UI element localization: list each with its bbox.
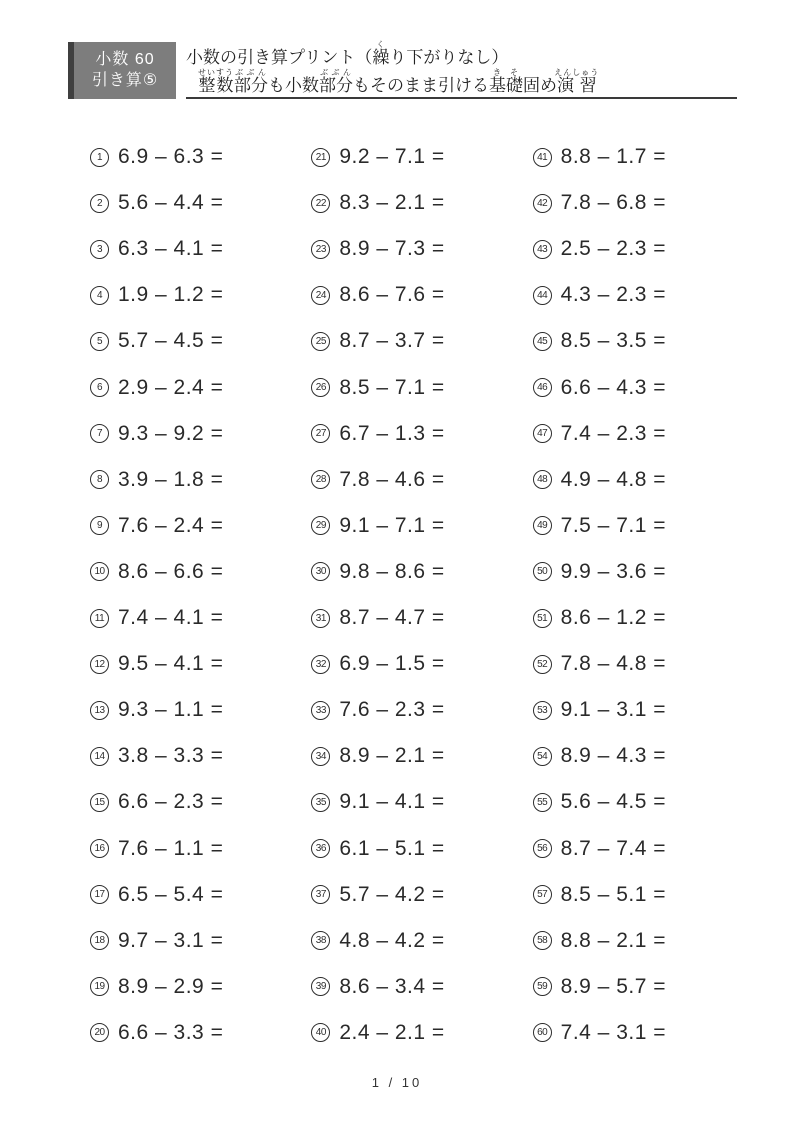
problem-number: 30 <box>311 562 330 581</box>
problem-number: 9 <box>90 516 109 535</box>
problem-row <box>533 687 754 733</box>
problem-number: 4 <box>90 286 109 305</box>
problem-number: 32 <box>311 655 330 674</box>
problem-number: 11 <box>90 609 109 628</box>
problem-row <box>90 411 311 457</box>
problem-number: 57 <box>533 885 552 904</box>
problem-row <box>533 134 754 180</box>
problem-row <box>533 964 754 1010</box>
problem-row <box>311 364 532 410</box>
problem-number: 33 <box>311 701 330 720</box>
problem-number: 26 <box>311 378 330 397</box>
problem-row <box>311 825 532 871</box>
problem-row <box>311 549 532 595</box>
problem-number: 14 <box>90 747 109 766</box>
problem-row <box>533 549 754 595</box>
problem-expression: 9.2 – 7.1 = <box>339 145 445 169</box>
problem-number: 36 <box>311 839 330 858</box>
page-number: 1 / 10 <box>371 1075 423 1090</box>
problem-expression: 4.9 – 4.8 = <box>560 467 666 491</box>
problem-expression: 8.3 – 2.1 = <box>339 191 445 215</box>
problem-number: 54 <box>533 747 552 766</box>
problem-expression: 3.9 – 1.8 = <box>118 467 224 491</box>
problem-row <box>90 364 311 410</box>
problem-number: 24 <box>311 286 330 305</box>
problem-row <box>90 779 311 825</box>
problem-row <box>533 226 754 272</box>
problem-row <box>311 411 532 457</box>
problem-row <box>90 1010 311 1056</box>
problem-row <box>311 595 532 641</box>
problem-number: 53 <box>533 701 552 720</box>
problem-row <box>311 503 532 549</box>
problem-expression: 4.3 – 2.3 = <box>560 283 666 307</box>
problem-number: 8 <box>90 470 109 489</box>
problem-expression: 2.4 – 2.1 = <box>339 1020 445 1044</box>
problem-expression: 7.5 – 7.1 = <box>560 513 666 537</box>
problem-row <box>311 457 532 503</box>
problem-row <box>311 918 532 964</box>
problem-row <box>533 733 754 779</box>
problem-number: 34 <box>311 747 330 766</box>
problem-number: 58 <box>533 931 552 950</box>
problem-row <box>90 687 311 733</box>
problem-expression: 8.5 – 3.5 = <box>560 329 666 353</box>
worksheet-subtitle: 整数せいすう部分ぶぶんも小数部分ぶぶんもそのまま引ける基礎きそ固め演習えんしゅう <box>198 68 600 95</box>
problem-number: 17 <box>90 885 109 904</box>
problem-row <box>533 641 754 687</box>
problem-number: 37 <box>311 885 330 904</box>
problem-expression: 6.1 – 5.1 = <box>339 836 445 860</box>
problem-expression: 8.9 – 2.1 = <box>339 744 445 768</box>
worksheet-badge <box>68 42 176 99</box>
problem-number: 15 <box>90 793 109 812</box>
problem-expression: 7.8 – 4.8 = <box>560 652 666 676</box>
problem-number: 7 <box>90 424 109 443</box>
problem-number: 55 <box>533 793 552 812</box>
problem-row <box>90 825 311 871</box>
problem-expression: 9.3 – 9.2 = <box>118 421 224 445</box>
problem-expression: 9.1 – 3.1 = <box>560 698 666 722</box>
problem-number: 35 <box>311 793 330 812</box>
problem-expression: 9.9 – 3.6 = <box>560 559 666 583</box>
problem-expression: 9.5 – 4.1 = <box>118 652 224 676</box>
badge-text <box>74 42 176 99</box>
problem-expression: 7.8 – 4.6 = <box>339 467 445 491</box>
problem-expression: 8.5 – 7.1 = <box>339 375 445 399</box>
problem-number: 10 <box>90 562 109 581</box>
problem-expression: 8.6 – 7.6 = <box>339 283 445 307</box>
problem-number: 41 <box>533 148 552 167</box>
problem-number: 1 <box>90 148 109 167</box>
problem-expression: 9.8 – 8.6 = <box>339 559 445 583</box>
problem-expression: 9.1 – 7.1 = <box>339 513 445 537</box>
problem-row <box>533 364 754 410</box>
problem-number: 59 <box>533 977 552 996</box>
problem-row <box>90 134 311 180</box>
problem-row <box>311 318 532 364</box>
problem-expression: 5.6 – 4.4 = <box>118 191 224 215</box>
problem-expression: 8.8 – 1.7 = <box>560 145 666 169</box>
problem-expression: 7.4 – 3.1 = <box>560 1020 666 1044</box>
problem-expression: 6.7 – 1.3 = <box>339 421 445 445</box>
problem-expression: 3.8 – 3.3 = <box>118 744 224 768</box>
problem-expression: 8.5 – 5.1 = <box>560 882 666 906</box>
problem-number: 38 <box>311 931 330 950</box>
problem-row <box>311 641 532 687</box>
problem-row <box>90 180 311 226</box>
problem-row <box>311 1010 532 1056</box>
problem-row <box>90 595 311 641</box>
problem-row <box>533 457 754 503</box>
problem-expression: 8.9 – 5.7 = <box>560 974 666 998</box>
problem-expression: 6.6 – 4.3 = <box>560 375 666 399</box>
problem-expression: 2.5 – 2.3 = <box>560 237 666 261</box>
problem-number: 47 <box>533 424 552 443</box>
problem-expression: 6.5 – 5.4 = <box>118 882 224 906</box>
problem-row <box>311 226 532 272</box>
problem-number: 13 <box>90 701 109 720</box>
problem-row <box>90 318 311 364</box>
problem-number: 39 <box>311 977 330 996</box>
problem-number: 20 <box>90 1023 109 1042</box>
problem-number: 48 <box>533 470 552 489</box>
problem-row <box>533 272 754 318</box>
problem-row <box>533 318 754 364</box>
problem-row <box>90 641 311 687</box>
problem-number: 25 <box>311 332 330 351</box>
problem-row <box>533 503 754 549</box>
problem-expression: 8.6 – 6.6 = <box>118 559 224 583</box>
problem-number: 50 <box>533 562 552 581</box>
problem-row <box>311 872 532 918</box>
problem-row <box>90 964 311 1010</box>
problem-expression: 5.6 – 4.5 = <box>560 790 666 814</box>
problem-number: 28 <box>311 470 330 489</box>
problem-expression: 6.6 – 2.3 = <box>118 790 224 814</box>
problem-expression: 9.3 – 1.1 = <box>118 698 224 722</box>
badge-line1: 小数 60 <box>95 51 155 69</box>
problem-row <box>533 779 754 825</box>
problem-number: 46 <box>533 378 552 397</box>
problem-expression: 6.6 – 3.3 = <box>118 1020 224 1044</box>
problem-number: 22 <box>311 194 330 213</box>
problem-number: 12 <box>90 655 109 674</box>
problem-number: 43 <box>533 240 552 259</box>
problem-expression: 7.6 – 2.4 = <box>118 513 224 537</box>
header-titles <box>186 38 737 99</box>
problem-row <box>90 272 311 318</box>
problem-row <box>90 226 311 272</box>
problem-number: 51 <box>533 609 552 628</box>
problem-number: 45 <box>533 332 552 351</box>
problem-number: 23 <box>311 240 330 259</box>
problem-row <box>90 872 311 918</box>
problem-number: 49 <box>533 516 552 535</box>
problems-grid <box>90 134 754 1056</box>
problem-expression: 6.3 – 4.1 = <box>118 237 224 261</box>
problem-expression: 8.7 – 3.7 = <box>339 329 445 353</box>
problem-expression: 8.9 – 4.3 = <box>560 744 666 768</box>
problem-expression: 8.9 – 7.3 = <box>339 237 445 261</box>
problem-expression: 6.9 – 1.5 = <box>339 652 445 676</box>
problem-number: 19 <box>90 977 109 996</box>
problem-row <box>90 733 311 779</box>
problem-expression: 8.6 – 3.4 = <box>339 974 445 998</box>
problem-number: 6 <box>90 378 109 397</box>
problem-expression: 8.6 – 1.2 = <box>560 606 666 630</box>
problem-expression: 5.7 – 4.2 = <box>339 882 445 906</box>
problem-row <box>90 503 311 549</box>
problem-row <box>90 918 311 964</box>
problem-number: 2 <box>90 194 109 213</box>
problem-row <box>533 1010 754 1056</box>
problem-number: 3 <box>90 240 109 259</box>
problem-number: 52 <box>533 655 552 674</box>
problem-row <box>311 733 532 779</box>
problem-row <box>311 272 532 318</box>
problem-expression: 9.1 – 4.1 = <box>339 790 445 814</box>
problem-row <box>90 549 311 595</box>
problem-expression: 7.4 – 4.1 = <box>118 606 224 630</box>
problem-expression: 1.9 – 1.2 = <box>118 283 224 307</box>
problem-number: 60 <box>533 1023 552 1042</box>
problem-row <box>311 180 532 226</box>
problem-expression: 7.4 – 2.3 = <box>560 421 666 445</box>
problem-expression: 8.9 – 2.9 = <box>118 974 224 998</box>
problem-expression: 9.7 – 3.1 = <box>118 928 224 952</box>
problem-expression: 4.8 – 4.2 = <box>339 928 445 952</box>
problem-row <box>311 687 532 733</box>
problem-expression: 7.6 – 1.1 = <box>118 836 224 860</box>
problem-number: 21 <box>311 148 330 167</box>
problem-number: 5 <box>90 332 109 351</box>
problem-number: 16 <box>90 839 109 858</box>
problem-number: 40 <box>311 1023 330 1042</box>
problem-expression: 7.6 – 2.3 = <box>339 698 445 722</box>
problem-row <box>533 411 754 457</box>
problem-number: 31 <box>311 609 330 628</box>
problem-row <box>311 134 532 180</box>
problem-row <box>533 180 754 226</box>
problem-expression: 8.7 – 7.4 = <box>560 836 666 860</box>
problem-row <box>533 825 754 871</box>
problem-number: 42 <box>533 194 552 213</box>
problem-number: 18 <box>90 931 109 950</box>
problem-row <box>311 964 532 1010</box>
problem-row <box>90 457 311 503</box>
problem-expression: 6.9 – 6.3 = <box>118 145 224 169</box>
problem-expression: 2.9 – 2.4 = <box>118 375 224 399</box>
problem-number: 44 <box>533 286 552 305</box>
problem-row <box>311 779 532 825</box>
problem-expression: 5.7 – 4.5 = <box>118 329 224 353</box>
problem-number: 56 <box>533 839 552 858</box>
problem-expression: 8.8 – 2.1 = <box>560 928 666 952</box>
problem-number: 27 <box>311 424 330 443</box>
problem-row <box>533 872 754 918</box>
problem-expression: 8.7 – 4.7 = <box>339 606 445 630</box>
badge-line2: 引き算⑤ <box>91 72 159 89</box>
problem-expression: 7.8 – 6.8 = <box>560 191 666 215</box>
problem-row <box>533 918 754 964</box>
problem-row <box>533 595 754 641</box>
problem-number: 29 <box>311 516 330 535</box>
worksheet-title: 小数の引き算プリント（繰くり下がりなし） <box>186 40 509 67</box>
